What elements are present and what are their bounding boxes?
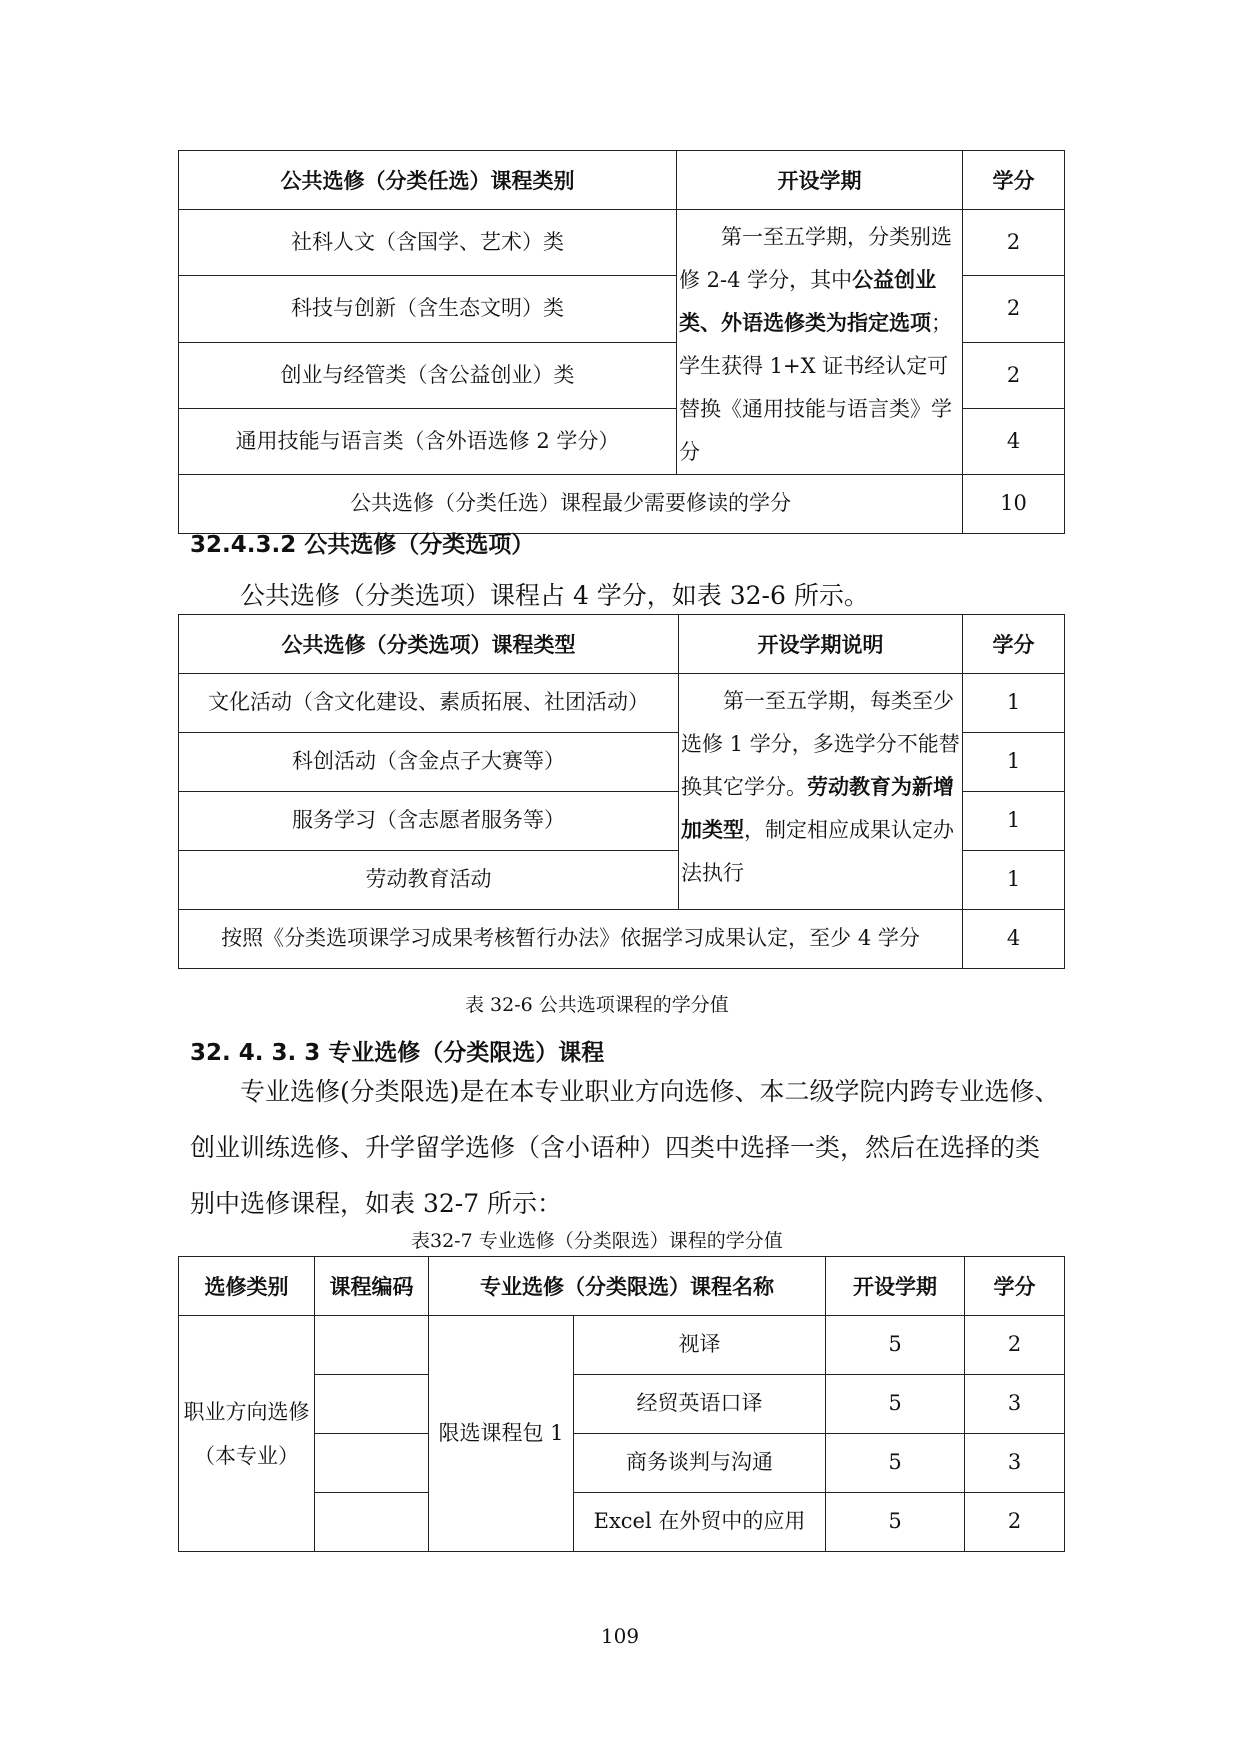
table-cell-credit: 1: [963, 851, 1065, 910]
total-credit: 10: [963, 475, 1065, 534]
table-cell-type: 科创活动（含金点子大赛等）: [179, 733, 679, 792]
header-credit: 学分: [963, 615, 1065, 674]
page-number: 109: [600, 1624, 640, 1648]
table-caption: 表32-7 专业选修（分类限选）课程的学分值: [411, 1230, 783, 1252]
course-semester: 5: [826, 1316, 965, 1375]
course-credit: 2: [965, 1316, 1065, 1375]
elective-category-table: [178, 150, 1065, 534]
header-category: 公共选修（分类任选）课程类别: [179, 151, 677, 210]
semester-note: 第一至五学期，分类别选修 2-4 学分，其中公益创业类、外语选修类为指定选项；学生获得 1+X 证书经认定可替换《通用技能与语言类》学分: [677, 210, 963, 475]
course-name: Excel 在外贸中的应用: [574, 1493, 826, 1552]
total-label: 按照《分类选项课学习成果考核暂行办法》依据学习成果认定，至少 4 学分: [179, 910, 963, 969]
total-credit: 4: [963, 910, 1065, 969]
course-code-cell: [315, 1434, 429, 1493]
course-name: 视译: [574, 1316, 826, 1375]
table-cell-credit: 1: [963, 792, 1065, 851]
course-code-cell: [315, 1375, 429, 1434]
header-category: 选修类别: [179, 1257, 315, 1316]
course-credit: 3: [965, 1375, 1065, 1434]
professional-elective-table: [178, 1256, 1065, 1552]
elective-option-table: [178, 614, 1065, 969]
course-code-cell: [315, 1493, 429, 1552]
section-heading: 32. 4. 3. 3 专业选修（分类限选）课程: [190, 1040, 605, 1066]
table-cell-credit: 1: [963, 733, 1065, 792]
table-cell-category: 通用技能与语言类（含外语选修 2 学分）: [179, 408, 677, 474]
header-semester-note: 开设学期说明: [679, 615, 963, 674]
course-semester: 5: [826, 1434, 965, 1493]
table-cell-category: 社科人文（含国学、艺术）类: [179, 210, 677, 276]
table-cell-category: 创业与经管类（含公益创业）类: [179, 342, 677, 408]
section-paragraph: 专业选修(分类限选)是在本专业职业方向选修、本二级学院内跨专业选修、创业训练选修、升学留学选修（含小语种）四类中选择一类，然后在选择的类别中选修课程，如表 32-7 所示：: [190, 1077, 1060, 1218]
table-cell-credit: 4: [963, 408, 1065, 474]
course-name: 经贸英语口译: [574, 1375, 826, 1434]
course-name: 商务谈判与沟通: [574, 1434, 826, 1493]
header-type: 公共选修（分类选项）课程类型: [179, 615, 679, 674]
course-code-cell: [315, 1316, 429, 1375]
header-code: 课程编码: [315, 1257, 429, 1316]
course-credit: 3: [965, 1434, 1065, 1493]
course-package: 限选课程包 1: [429, 1316, 574, 1552]
total-label: 公共选修（分类任选）课程最少需要修读的学分: [179, 475, 963, 534]
table-cell-type: 劳动教育活动: [179, 851, 679, 910]
header-course-name: 专业选修（分类限选）课程名称: [429, 1257, 826, 1316]
table-cell-credit: 2: [963, 342, 1065, 408]
header-credit: 学分: [963, 151, 1065, 210]
section-heading: 32.4.3.2 公共选修（分类选项）: [190, 532, 535, 558]
course-semester: 5: [826, 1375, 965, 1434]
table-caption: 表 32-6 公共选项课程的学分值: [465, 994, 729, 1016]
table-cell-category: 科技与创新（含生态文明）类: [179, 276, 677, 342]
table-cell-type: 文化活动（含文化建设、素质拓展、社团活动）: [179, 674, 679, 733]
header-semester: 开设学期: [677, 151, 963, 210]
course-credit: 2: [965, 1493, 1065, 1552]
header-semester: 开设学期: [826, 1257, 965, 1316]
header-credit: 学分: [965, 1257, 1065, 1316]
course-semester: 5: [826, 1493, 965, 1552]
table-cell-credit: 2: [963, 210, 1065, 276]
table-cell-type: 服务学习（含志愿者服务等）: [179, 792, 679, 851]
section-intro: 公共选修（分类选项）课程占 4 学分，如表 32-6 所示。: [240, 581, 869, 610]
category-cell: 职业方向选修 （本专业）: [179, 1316, 315, 1552]
semester-note: 第一至五学期，每类至少选修 1 学分，多选学分不能替换其它学分。劳动教育为新增加类型，制定相应成果认定办法执行: [679, 674, 963, 910]
table-cell-credit: 2: [963, 276, 1065, 342]
table-cell-credit: 1: [963, 674, 1065, 733]
